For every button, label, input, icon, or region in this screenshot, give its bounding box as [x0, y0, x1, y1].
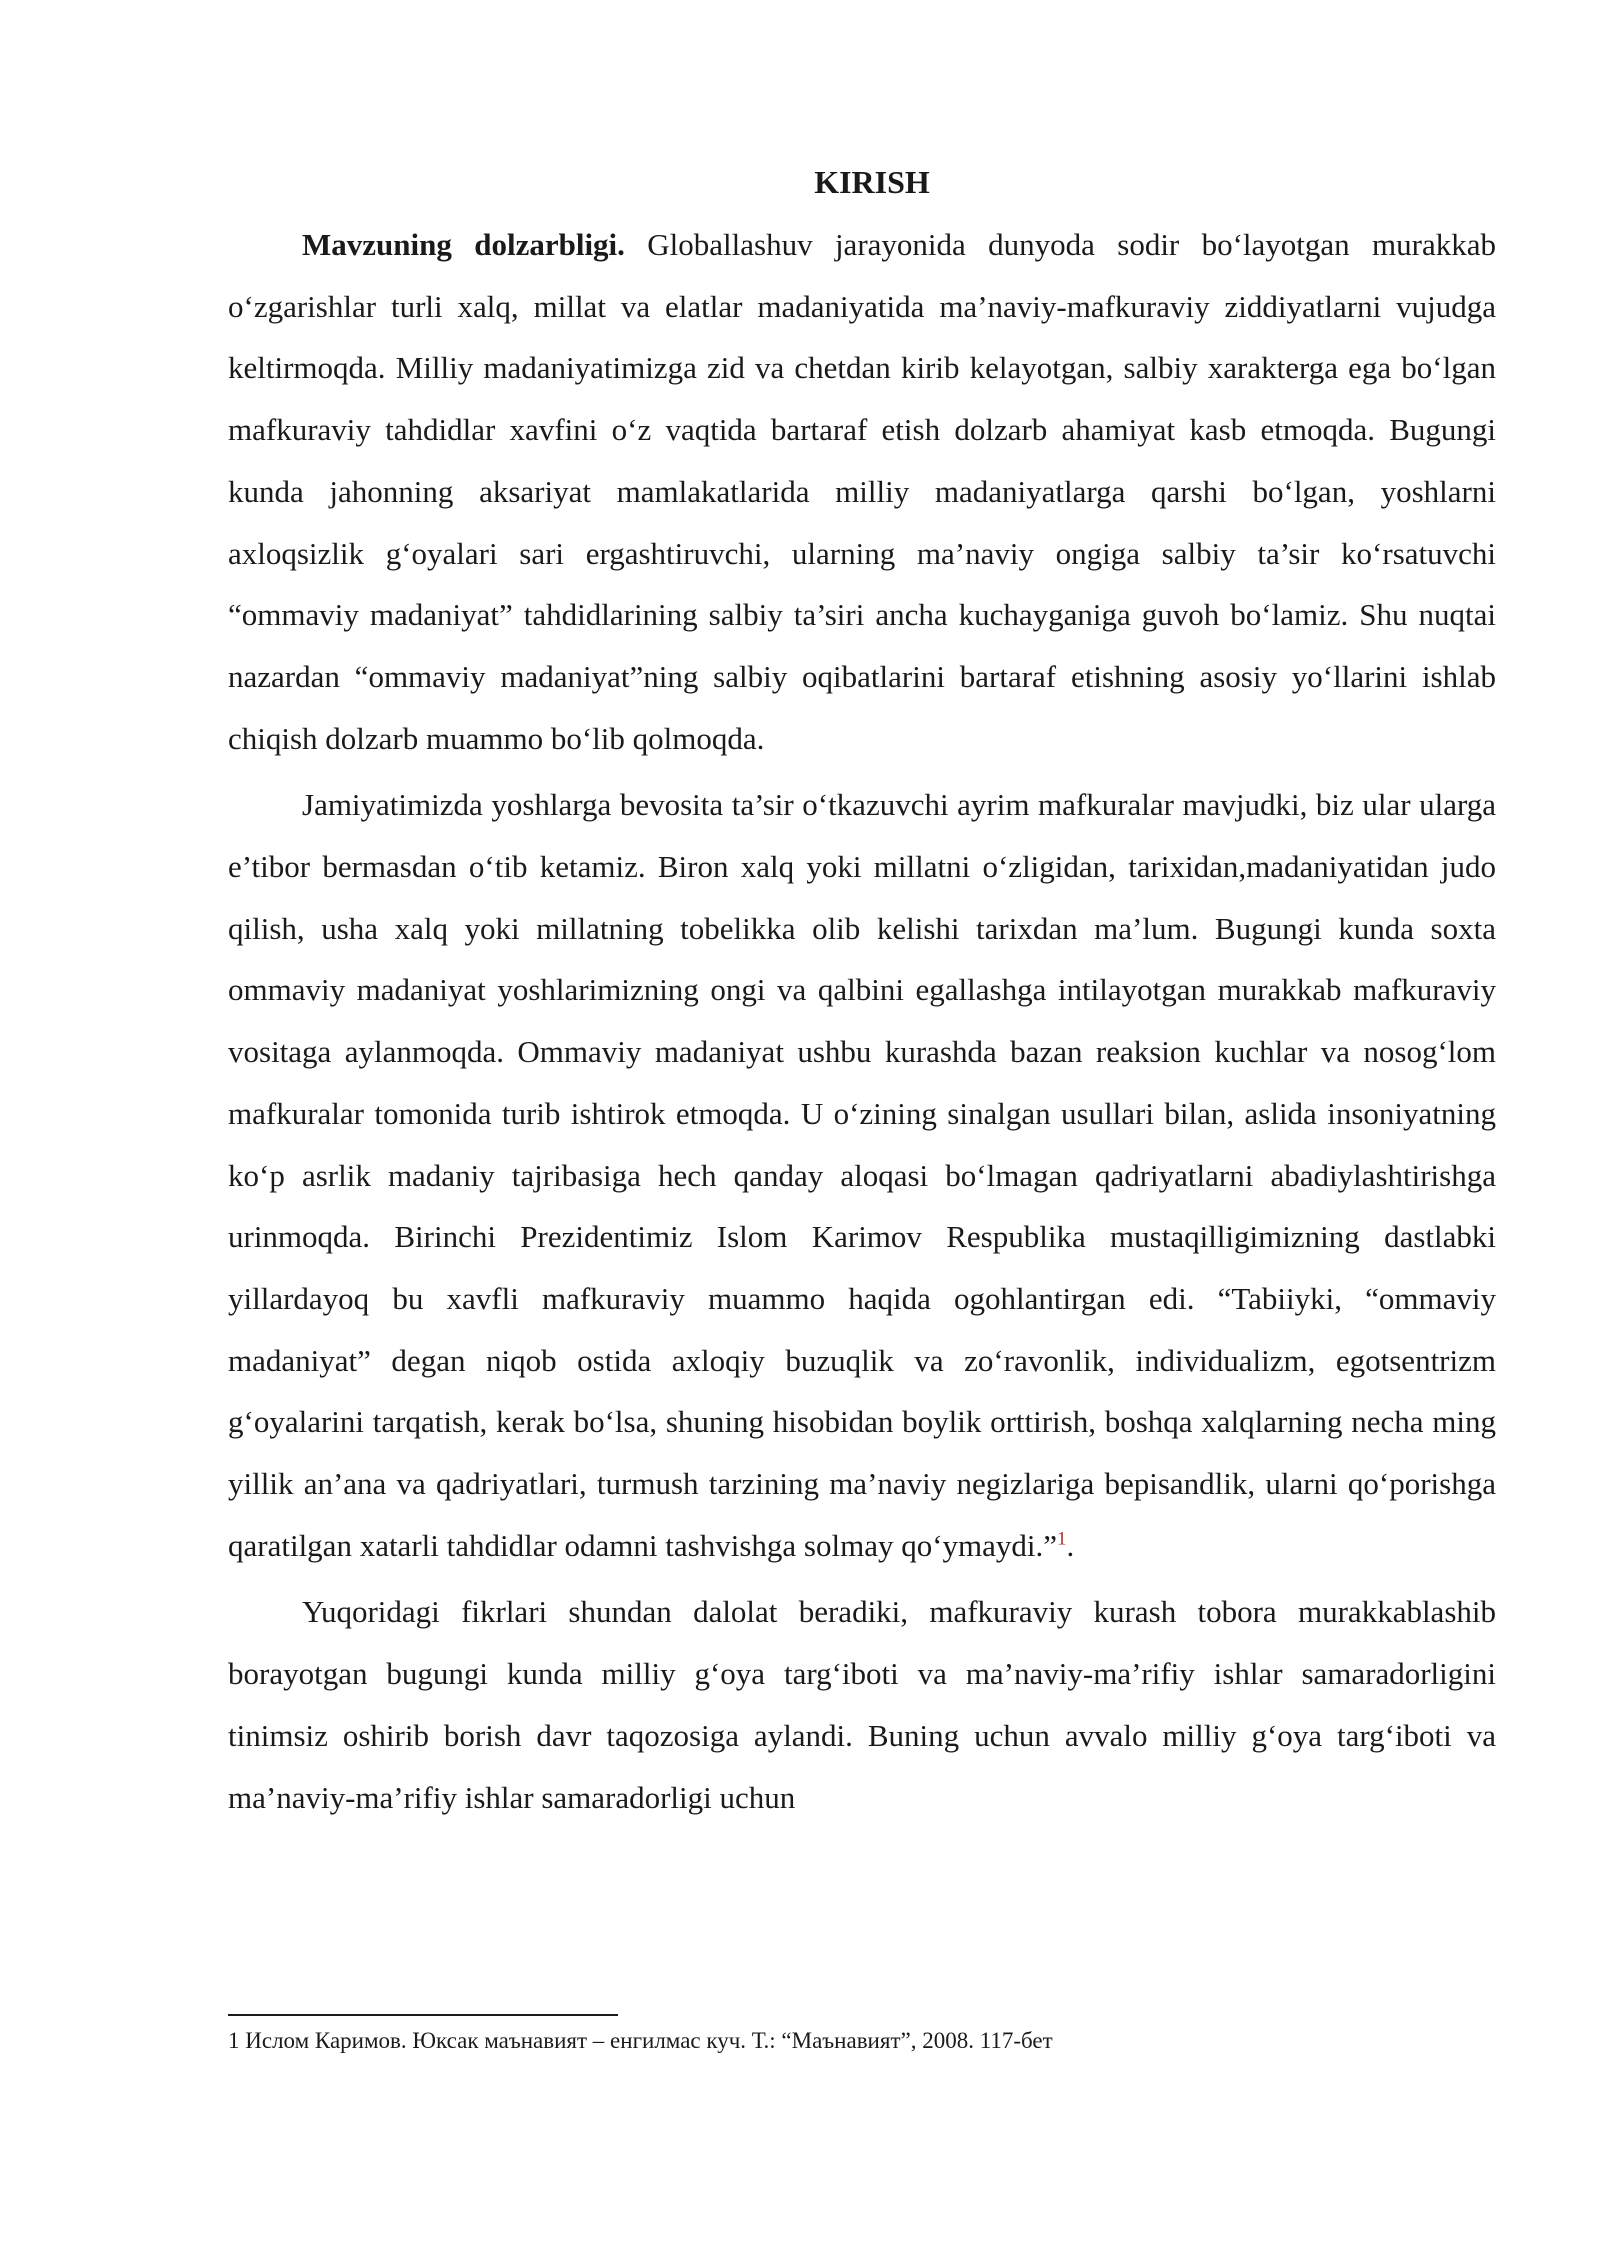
paragraph-3-text: Yuqoridagi fikrlari shundan dalolat beradiki, mafkuraviy kurash tobora murakkablashib borayotgan bugungi kunda milliy g‘oya targ‘iboti va ma’naviy-ma’rifiy ishlar samaradorligini tinimsiz oshirib borish davr taqozosiga aylandi. Buning uchun avvalo milliy g‘oya targ‘iboti va ma’naviy-ma’rifiy ishlar samaradorligi uchun [228, 1594, 1496, 1815]
paragraph-1-text: Globallashuv jarayonida dunyoda sodir bo‘layotgan murakkab o‘zgarishlar turli xalq, millat va elatlar madaniyatida ma’naviy-mafkuraviy ziddiyatlarni vujudga keltirmoqda. Milliy madaniyatimizga zid va chetdan kirib kelayotgan, salbiy xarakterga ega bo‘lgan mafkuraviy tahdidlar xavfini o‘z vaqtida bartaraf etish dolzarb ahamiyat kasb etmoqda. Bugungi kunda jahonning aksariyat mamlakatlarida milliy madaniyatlarga qarshi bo‘lgan, yoshlarni axloqsizlik g‘oyalari sari ergashtiruvchi, ularning ma’naviy ongiga salbiy ta’sir ko‘rsatuvchi “ommaviy madaniyat” tahdidlarining salbiy ta’siri ancha kuchayganiga guvoh bo‘lamiz. Shu nuqtai nazardan “ommaviy madaniyat”ning salbiy oqibatlarini bartaraf etishning asosiy yo‘llarini ishlab chiqish dolzarb muammo bo‘lib qolmoqda. [228, 227, 1496, 756]
paragraph-3 [228, 1581, 1496, 1828]
paragraph-2-tail: . [1066, 1527, 1075, 1563]
paragraph-2-text: Jamiyatimizda yoshlarga bevosita ta’sir o‘tkazuvchi ayrim mafkuralar mavjudki, biz ular ularga e’tibor bermasdan o‘tib ketamiz. Biron xalq yoki millatni o‘zligidan, tarixidan,madaniyatidan judo qilish, usha xalq yoki millatning tobelikka olib kelishi tarixdan ma’lum. Bugungi kunda soxta ommaviy madaniyat yoshlarimizning ongi va qalbini egallashga intilayotgan murakkab mafkuraviy vositaga aylanmoqda. Ommaviy madaniyat ushbu kurashda bazan reaksion kuchlar va nosog‘lom mafkuralar tomonida turib ishtirok etmoqda. U o‘zining sinalgan usullari bilan, aslida insoniyatning ko‘p asrlik madaniy tajribasiga hech qanday aloqasi bo‘lmagan qadriyatlarni abadiylashtirishga urinmoqda. Birinchi Prezidentimiz Islom Karimov Respublika mustaqilligimizning dastlabki yillardayoq bu xavfli mafkuraviy muammo haqida ogohlantirgan edi. “Tabiiyki, “ommaviy madaniyat” degan niqob ostida axloqiy buzuqlik va zo‘ravonlik, individualizm, egotsentrizm g‘oyalarini tarqatish, kerak bo‘lsa, shuning hisobidan boylik orttirish, boshqa xalqlarning necha ming yillik an’ana va qadriyatlari, turmush tarzining ma’naviy negizlariga bepisandlik, ularni qo‘porishga qaratilgan xatarli tahdidlar odamni tashvishga solmay qo‘ymaydi.” [228, 787, 1496, 1563]
section-lead-heading: Mavzuning dolzarbligi. [302, 227, 625, 262]
footnote-reference[interactable]: 1 [1057, 1528, 1067, 1550]
footnote-separator [228, 2014, 618, 2016]
paragraph-2 [228, 774, 1496, 1576]
paragraph-1 [228, 214, 1496, 769]
document-page [228, 160, 1496, 1828]
footnote-text: 1 Ислом Каримов. Юксак маънавият – енгилмас куч. Т.: “Маънавият”, 2008. 117-бет [228, 2028, 1053, 2053]
document-title: KIRISH [814, 164, 930, 200]
